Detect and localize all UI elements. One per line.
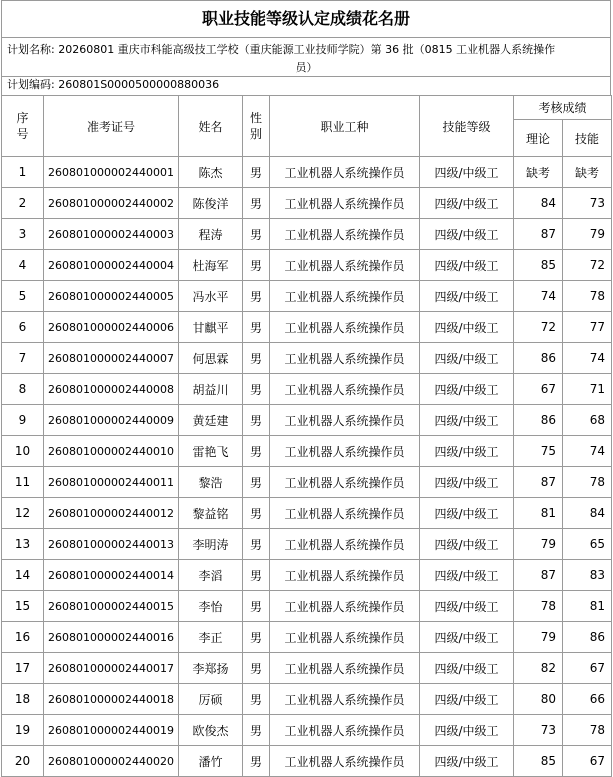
cell-seq: 6	[2, 312, 44, 343]
cell-occupation: 工业机器人系统操作员	[270, 498, 420, 529]
cell-theory: 79	[514, 529, 563, 560]
cell-gender: 男	[243, 219, 270, 250]
cell-ticket: 260801000002440008	[44, 374, 179, 405]
cell-gender: 男	[243, 715, 270, 746]
cell-gender: 男	[243, 281, 270, 312]
cell-level: 四级/中级工	[420, 374, 514, 405]
table-row	[2, 281, 612, 312]
cell-theory: 80	[514, 684, 563, 715]
cell-gender: 男	[243, 467, 270, 498]
cell-ticket: 260801000002440014	[44, 560, 179, 591]
cell-name: 杜海军	[179, 250, 243, 281]
cell-ticket: 260801000002440011	[44, 467, 179, 498]
cell-occupation: 工业机器人系统操作员	[270, 560, 420, 591]
cell-name: 陈俊洋	[179, 188, 243, 219]
table-row	[2, 529, 612, 560]
cell-seq: 19	[2, 715, 44, 746]
cell-occupation: 工业机器人系统操作员	[270, 746, 420, 777]
cell-occupation: 工业机器人系统操作员	[270, 250, 420, 281]
table-row	[2, 715, 612, 746]
cell-seq: 15	[2, 591, 44, 622]
table-row	[2, 436, 612, 467]
cell-ticket: 260801000002440016	[44, 622, 179, 653]
table-row	[2, 188, 612, 219]
cell-level: 四级/中级工	[420, 188, 514, 219]
cell-gender: 男	[243, 560, 270, 591]
cell-level: 四级/中级工	[420, 591, 514, 622]
cell-level: 四级/中级工	[420, 560, 514, 591]
cell-seq: 17	[2, 653, 44, 684]
table-row	[2, 157, 612, 188]
cell-gender: 男	[243, 188, 270, 219]
cell-skill: 74	[563, 436, 612, 467]
cell-seq: 9	[2, 405, 44, 436]
cell-skill: 74	[563, 343, 612, 374]
cell-name: 厉硕	[179, 684, 243, 715]
cell-theory: 86	[514, 343, 563, 374]
cell-level: 四级/中级工	[420, 312, 514, 343]
cell-theory: 87	[514, 219, 563, 250]
cell-seq: 10	[2, 436, 44, 467]
table-row	[2, 684, 612, 715]
cell-gender: 男	[243, 343, 270, 374]
header-theory: 理论	[514, 120, 563, 157]
header-ticket: 准考证号	[44, 96, 179, 157]
cell-level: 四级/中级工	[420, 467, 514, 498]
cell-theory: 85	[514, 746, 563, 777]
table-row	[2, 591, 612, 622]
cell-seq: 2	[2, 188, 44, 219]
cell-gender: 男	[243, 250, 270, 281]
cell-ticket: 260801000002440003	[44, 219, 179, 250]
cell-occupation: 工业机器人系统操作员	[270, 405, 420, 436]
cell-theory: 78	[514, 591, 563, 622]
cell-ticket: 260801000002440020	[44, 746, 179, 777]
cell-skill: 73	[563, 188, 612, 219]
cell-occupation: 工业机器人系统操作员	[270, 529, 420, 560]
cell-skill: 68	[563, 405, 612, 436]
table-row	[2, 250, 612, 281]
cell-skill: 72	[563, 250, 612, 281]
cell-ticket: 260801000002440002	[44, 188, 179, 219]
cell-theory: 75	[514, 436, 563, 467]
cell-level: 四级/中级工	[420, 436, 514, 467]
cell-theory: 74	[514, 281, 563, 312]
table-row	[2, 560, 612, 591]
cell-gender: 男	[243, 498, 270, 529]
header-name: 姓名	[179, 96, 243, 157]
cell-skill: 66	[563, 684, 612, 715]
cell-occupation: 工业机器人系统操作员	[270, 312, 420, 343]
cell-theory: 缺考	[514, 157, 563, 188]
cell-skill: 67	[563, 746, 612, 777]
header-scores: 考核成绩	[514, 96, 612, 120]
cell-gender: 男	[243, 157, 270, 188]
cell-gender: 男	[243, 312, 270, 343]
plan-name-line1: 计划名称: 20260801 重庆市科能高级技工学校（重庆能源工业技师学院）第 36 批（0815 工业机器人系统操作	[7, 43, 556, 56]
cell-occupation: 工业机器人系统操作员	[270, 653, 420, 684]
cell-seq: 18	[2, 684, 44, 715]
cell-level: 四级/中级工	[420, 219, 514, 250]
header-occupation: 职业工种	[270, 96, 420, 157]
cell-ticket: 260801000002440019	[44, 715, 179, 746]
cell-name: 李滔	[179, 560, 243, 591]
header-level: 技能等级	[420, 96, 514, 157]
cell-seq: 16	[2, 622, 44, 653]
cell-name: 潘竹	[179, 746, 243, 777]
cell-gender: 男	[243, 529, 270, 560]
cell-level: 四级/中级工	[420, 498, 514, 529]
cell-occupation: 工业机器人系统操作员	[270, 622, 420, 653]
cell-skill: 67	[563, 653, 612, 684]
cell-theory: 84	[514, 188, 563, 219]
cell-seq: 8	[2, 374, 44, 405]
score-table	[1, 95, 612, 777]
cell-name: 冯水平	[179, 281, 243, 312]
cell-gender: 男	[243, 622, 270, 653]
cell-level: 四级/中级工	[420, 715, 514, 746]
cell-name: 陈杰	[179, 157, 243, 188]
cell-occupation: 工业机器人系统操作员	[270, 436, 420, 467]
cell-gender: 男	[243, 591, 270, 622]
cell-seq: 14	[2, 560, 44, 591]
cell-occupation: 工业机器人系统操作员	[270, 591, 420, 622]
cell-skill: 77	[563, 312, 612, 343]
cell-level: 四级/中级工	[420, 684, 514, 715]
cell-name: 雷艳飞	[179, 436, 243, 467]
score-roster-sheet	[1, 0, 611, 777]
cell-ticket: 260801000002440013	[44, 529, 179, 560]
cell-name: 程涛	[179, 219, 243, 250]
cell-occupation: 工业机器人系统操作员	[270, 281, 420, 312]
cell-ticket: 260801000002440004	[44, 250, 179, 281]
cell-theory: 86	[514, 405, 563, 436]
cell-gender: 男	[243, 436, 270, 467]
cell-seq: 5	[2, 281, 44, 312]
score-table-body	[2, 157, 612, 777]
cell-skill: 84	[563, 498, 612, 529]
cell-ticket: 260801000002440015	[44, 591, 179, 622]
cell-occupation: 工业机器人系统操作员	[270, 684, 420, 715]
table-row	[2, 746, 612, 777]
cell-skill: 78	[563, 715, 612, 746]
cell-skill: 78	[563, 281, 612, 312]
cell-name: 甘麒平	[179, 312, 243, 343]
cell-seq: 7	[2, 343, 44, 374]
cell-seq: 12	[2, 498, 44, 529]
cell-ticket: 260801000002440001	[44, 157, 179, 188]
cell-name: 欧俊杰	[179, 715, 243, 746]
cell-level: 四级/中级工	[420, 746, 514, 777]
cell-name: 李正	[179, 622, 243, 653]
cell-skill: 86	[563, 622, 612, 653]
cell-name: 何思霖	[179, 343, 243, 374]
cell-level: 四级/中级工	[420, 622, 514, 653]
header-gender: 性别	[243, 96, 270, 157]
cell-skill: 71	[563, 374, 612, 405]
cell-level: 四级/中级工	[420, 250, 514, 281]
cell-skill: 79	[563, 219, 612, 250]
cell-ticket: 260801000002440012	[44, 498, 179, 529]
cell-name: 黎益铭	[179, 498, 243, 529]
cell-name: 黄廷建	[179, 405, 243, 436]
table-row	[2, 374, 612, 405]
cell-seq: 20	[2, 746, 44, 777]
cell-name: 黎浩	[179, 467, 243, 498]
cell-skill: 81	[563, 591, 612, 622]
cell-gender: 男	[243, 746, 270, 777]
cell-occupation: 工业机器人系统操作员	[270, 715, 420, 746]
cell-name: 李明涛	[179, 529, 243, 560]
cell-gender: 男	[243, 653, 270, 684]
cell-occupation: 工业机器人系统操作员	[270, 157, 420, 188]
cell-name: 李怡	[179, 591, 243, 622]
cell-level: 四级/中级工	[420, 157, 514, 188]
cell-level: 四级/中级工	[420, 405, 514, 436]
cell-theory: 72	[514, 312, 563, 343]
plan-name-line2: 员）	[295, 61, 318, 74]
cell-seq: 1	[2, 157, 44, 188]
table-row	[2, 405, 612, 436]
cell-ticket: 260801000002440017	[44, 653, 179, 684]
cell-theory: 67	[514, 374, 563, 405]
cell-theory: 85	[514, 250, 563, 281]
cell-level: 四级/中级工	[420, 343, 514, 374]
table-row	[2, 219, 612, 250]
cell-occupation: 工业机器人系统操作员	[270, 374, 420, 405]
cell-name: 胡益川	[179, 374, 243, 405]
cell-seq: 13	[2, 529, 44, 560]
cell-name: 李郑扬	[179, 653, 243, 684]
cell-seq: 3	[2, 219, 44, 250]
cell-ticket: 260801000002440007	[44, 343, 179, 374]
cell-occupation: 工业机器人系统操作员	[270, 343, 420, 374]
plan-code: 计划编码: 260801S0000500000880036	[1, 76, 611, 95]
cell-level: 四级/中级工	[420, 653, 514, 684]
cell-ticket: 260801000002440018	[44, 684, 179, 715]
cell-ticket: 260801000002440009	[44, 405, 179, 436]
cell-theory: 87	[514, 467, 563, 498]
page-title: 职业技能等级认定成绩花名册	[1, 0, 611, 37]
cell-ticket: 260801000002440005	[44, 281, 179, 312]
cell-seq: 4	[2, 250, 44, 281]
cell-skill: 65	[563, 529, 612, 560]
table-row	[2, 498, 612, 529]
cell-skill: 缺考	[563, 157, 612, 188]
table-row	[2, 622, 612, 653]
cell-skill: 83	[563, 560, 612, 591]
cell-seq: 11	[2, 467, 44, 498]
cell-theory: 87	[514, 560, 563, 591]
cell-level: 四级/中级工	[420, 529, 514, 560]
cell-occupation: 工业机器人系统操作员	[270, 467, 420, 498]
cell-gender: 男	[243, 684, 270, 715]
table-row	[2, 343, 612, 374]
cell-gender: 男	[243, 405, 270, 436]
cell-theory: 82	[514, 653, 563, 684]
cell-occupation: 工业机器人系统操作员	[270, 188, 420, 219]
cell-theory: 79	[514, 622, 563, 653]
cell-ticket: 260801000002440010	[44, 436, 179, 467]
cell-level: 四级/中级工	[420, 281, 514, 312]
header-skill: 技能	[563, 120, 612, 157]
table-row	[2, 467, 612, 498]
header-seq: 序号	[2, 96, 44, 157]
cell-occupation: 工业机器人系统操作员	[270, 219, 420, 250]
cell-ticket: 260801000002440006	[44, 312, 179, 343]
cell-theory: 81	[514, 498, 563, 529]
table-row	[2, 653, 612, 684]
table-row	[2, 312, 612, 343]
plan-name	[1, 37, 611, 76]
cell-theory: 73	[514, 715, 563, 746]
cell-skill: 78	[563, 467, 612, 498]
cell-gender: 男	[243, 374, 270, 405]
